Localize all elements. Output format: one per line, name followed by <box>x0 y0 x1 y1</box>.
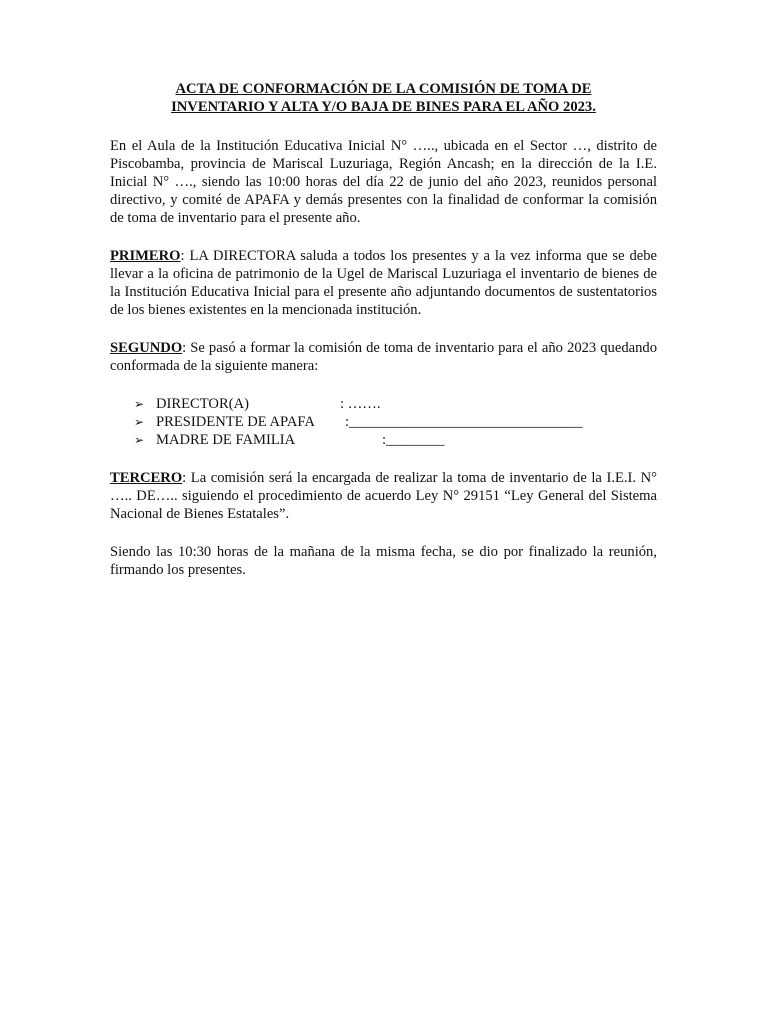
member-value: :________________________________ <box>345 414 583 430</box>
primero-label: PRIMERO <box>110 248 181 264</box>
intro-paragraph: En el Aula de la Institución Educativa Inicial N° ….., ubicada en el Sector …, distrito de Piscobamba, provincia de Mariscal Luzuriaga, Región Ancash; en la dirección de la I.E. Inicial N° …., siendo las 10:00 horas del día 22 de junio del año 2023, reunidos personal directivo, y comité de APAFA y demás presentes con la finalidad de conformar la comisión de toma de inventario para el presente año. <box>110 138 657 226</box>
primero-text: : LA DIRECTORA saluda a todos los presentes y a la vez informa que se debe llevar a la oficina de patrimonio de la Ugel de Mariscal Luzuriaga el inventario de bienes de la Institución Educativa Inicial para el presente año adjuntando documentos de sustentatorios de los bienes existentes en la mencionada institución. <box>110 248 657 318</box>
member-role: PRESIDENTE DE APAFA <box>156 414 315 430</box>
member-madre-familia <box>134 431 657 449</box>
tercero-paragraph <box>110 469 657 523</box>
member-role: DIRECTOR(A) <box>156 396 249 412</box>
segundo-text: : Se pasó a formar la comisión de toma de inventario para el año 2023 quedando conformada de la siguiente manera: <box>110 340 657 374</box>
member-value: :________ <box>382 432 445 448</box>
tercero-label: TERCERO <box>110 470 183 486</box>
member-presidente-apafa <box>134 413 657 431</box>
member-role: MADRE DE FAMILIA <box>156 432 296 448</box>
member-value: : ……. <box>340 396 381 412</box>
arrow-bullet-icon: ➢ <box>134 397 145 411</box>
tercero-text: : La comisión será la encargada de realizar la toma de inventario de la I.E.I. N° ….. DE….. siguiendo el procedimiento de acuerdo Ley N° 29151 “Ley General del Sistema Nacional de Bienes Estatales”. <box>110 470 657 522</box>
arrow-bullet-icon: ➢ <box>134 415 145 429</box>
commission-members-list <box>110 395 657 449</box>
document-page <box>110 80 657 599</box>
arrow-bullet-icon: ➢ <box>134 433 145 447</box>
member-director <box>134 395 657 413</box>
primero-paragraph <box>110 247 657 319</box>
document-title <box>110 80 657 116</box>
closing-paragraph: Siendo las 10:30 horas de la mañana de la misma fecha, se dio por finalizado la reunión, firmando los presentes. <box>110 544 657 578</box>
segundo-label: SEGUNDO <box>110 340 183 356</box>
segundo-paragraph <box>110 339 657 375</box>
title-line-2: INVENTARIO Y ALTA Y/O BAJA DE BINES PARA EL AÑO 2023. <box>171 99 596 115</box>
title-line-1: ACTA DE CONFORMACIÓN DE LA COMISIÓN DE TOMA DE <box>175 81 592 97</box>
